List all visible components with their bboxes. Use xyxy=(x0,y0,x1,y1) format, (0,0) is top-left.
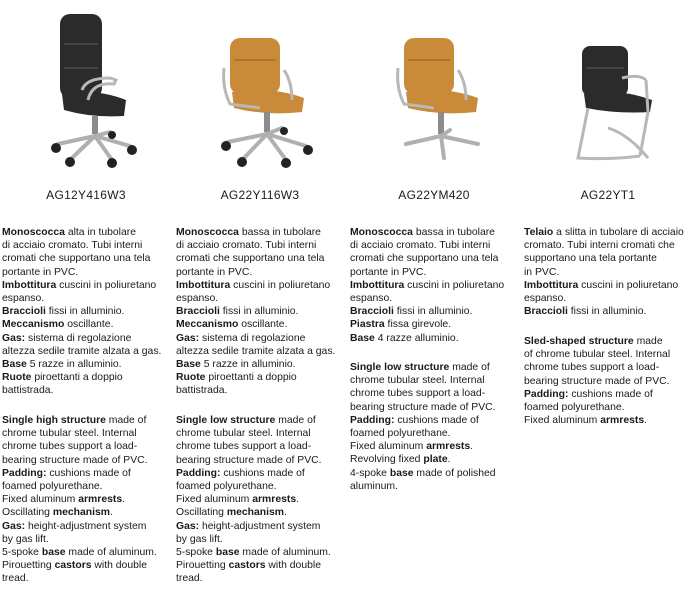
text-run: foamed polyurethane. xyxy=(524,402,625,414)
description-line xyxy=(176,292,344,305)
bold-term: castors xyxy=(228,560,266,572)
description-line xyxy=(176,414,344,427)
text-run: by gas lift. xyxy=(2,533,49,545)
chair-photo-low-back xyxy=(176,8,344,168)
description-line xyxy=(350,252,518,265)
text-run: Pirouetting xyxy=(2,560,55,572)
text-run: sistema di regolazione xyxy=(25,332,132,344)
description-line xyxy=(2,266,170,279)
bold-term: Telaio xyxy=(524,227,554,238)
bold-term: Base xyxy=(350,332,375,344)
text-run: espanso. xyxy=(524,293,567,305)
bold-term: base xyxy=(389,467,414,479)
bold-term: Ruote xyxy=(2,372,32,384)
description-line xyxy=(524,292,687,305)
description-line xyxy=(176,226,344,239)
description-line xyxy=(2,546,170,559)
description-line xyxy=(176,572,344,585)
chair-photo-sled-base xyxy=(524,8,687,168)
bold-term: Gas: xyxy=(176,520,200,532)
text-run: supportano una tela portante xyxy=(524,253,657,265)
chair-seat xyxy=(584,92,652,113)
bold-term: Monoscocca xyxy=(176,227,239,238)
text-run: made of polished xyxy=(413,467,496,479)
text-run: cuscini in poliuretano xyxy=(578,279,679,291)
description-line xyxy=(176,533,344,546)
text-run: battistrada. xyxy=(176,385,228,397)
bold-term: plate xyxy=(423,454,448,466)
bold-term: Imbottitura xyxy=(176,279,231,291)
description-line xyxy=(524,305,687,318)
description-line xyxy=(2,467,170,480)
text-run: altezza sedile tramite alzata a gas. xyxy=(2,345,162,357)
text-run: bearing structure made of PVC. xyxy=(176,454,322,466)
text-run: chrome tubular steel. Internal xyxy=(176,428,311,440)
description-line xyxy=(2,414,170,427)
text-run: made of xyxy=(275,415,316,426)
description-line xyxy=(524,348,687,361)
description-line xyxy=(350,332,518,345)
text-run: . xyxy=(644,415,648,427)
description-line xyxy=(2,427,170,440)
description-line xyxy=(2,559,170,572)
text-run: 5-spoke xyxy=(176,547,216,559)
text-run: bassa in tubolare xyxy=(412,227,495,238)
description-line xyxy=(176,493,344,506)
description-line xyxy=(2,345,170,358)
text-run: portante in PVC. xyxy=(176,266,253,278)
bold-term: Imbottitura xyxy=(524,279,579,291)
description-italian xyxy=(524,226,687,318)
description-line xyxy=(350,480,518,493)
description-line xyxy=(524,266,687,279)
description-line xyxy=(350,292,518,305)
text-run: cuscini in poliuretano xyxy=(56,279,157,291)
text-run: fissa girevole. xyxy=(384,319,452,331)
description-line xyxy=(2,252,170,265)
text-run: cromati che supportano una tela xyxy=(176,253,325,265)
description-line xyxy=(350,467,518,480)
text-run: made of aluminum. xyxy=(65,547,157,559)
description-line xyxy=(2,572,170,585)
text-run: . xyxy=(296,494,300,506)
bold-term: Padding: xyxy=(176,467,221,479)
description-line xyxy=(176,345,344,358)
text-run: 4-spoke xyxy=(350,467,390,479)
chair-backrest xyxy=(230,38,280,94)
text-run: chrome tubes support a load- xyxy=(350,388,486,400)
bold-term: Monoscocca xyxy=(350,227,413,238)
text-run: foamed polyurethane. xyxy=(350,428,451,440)
description-line xyxy=(350,374,518,387)
bold-term: castors xyxy=(54,560,92,572)
text-run: of chrome tubular steel. Internal xyxy=(524,349,671,361)
chair-seat xyxy=(62,92,126,116)
bold-term: mechanism xyxy=(226,507,285,519)
description-line xyxy=(350,401,518,414)
text-run: piroettanti a doppio xyxy=(205,372,297,384)
text-run: battistrada. xyxy=(2,385,54,397)
description-line xyxy=(524,361,687,374)
text-run: espanso. xyxy=(350,293,393,305)
description-line xyxy=(176,239,344,252)
description-line xyxy=(2,318,170,331)
description-line xyxy=(176,467,344,480)
description-line xyxy=(350,239,518,252)
text-run: Revolving fixed xyxy=(350,454,424,466)
description-line xyxy=(2,533,170,546)
description-line xyxy=(176,252,344,265)
description-line xyxy=(2,279,170,292)
text-run: cushions made of xyxy=(220,467,305,479)
bold-term: Ruote xyxy=(176,372,206,384)
text-run: bearing structure made of PVC. xyxy=(2,454,148,466)
description-line xyxy=(176,266,344,279)
text-run: . xyxy=(470,441,474,453)
description-line xyxy=(176,440,344,453)
bold-term: Base xyxy=(176,359,201,371)
text-run: portante in PVC. xyxy=(350,266,427,278)
text-run: piroettanti a doppio xyxy=(31,372,123,384)
description-line xyxy=(350,427,518,440)
text-run: height-adjustment system xyxy=(25,520,147,532)
text-run: bassa in tubolare xyxy=(238,227,321,238)
text-run: 4 razze alluminio. xyxy=(374,332,459,344)
bold-term: Base xyxy=(2,359,27,371)
description-line xyxy=(176,384,344,397)
text-run: cushions made of xyxy=(394,414,479,426)
text-run: portante in PVC. xyxy=(2,266,79,278)
product-code: AG22Y116W3 xyxy=(220,188,300,202)
text-run: made of xyxy=(105,415,147,426)
text-run: . xyxy=(284,507,287,519)
description-line xyxy=(2,493,170,506)
text-run: espanso. xyxy=(2,293,45,305)
description-line xyxy=(176,371,344,384)
chair-backrest xyxy=(60,14,102,98)
description-line xyxy=(176,305,344,318)
bold-term: Padding: xyxy=(524,388,569,400)
description-line xyxy=(350,279,518,292)
text-run: fissi in alluminio. xyxy=(45,306,125,318)
description-line xyxy=(524,226,687,239)
text-run: di acciaio cromato. Tubi interni xyxy=(2,240,143,252)
description-line xyxy=(350,266,518,279)
description-line xyxy=(2,305,170,318)
text-run: di acciaio cromato. Tubi interni xyxy=(176,240,317,252)
bold-term: Single low structure xyxy=(176,415,276,426)
text-run: Oscillating xyxy=(176,507,227,519)
description-line xyxy=(2,292,170,305)
bold-term: armrests xyxy=(600,415,645,427)
text-run: 5-spoke xyxy=(2,547,42,559)
bold-term: Braccioli xyxy=(2,306,46,318)
description-line xyxy=(524,335,687,348)
chair-photo-4-spoke xyxy=(350,8,518,168)
description-line xyxy=(2,520,170,533)
bold-term: Padding: xyxy=(350,414,395,426)
chair-photo-high-back xyxy=(2,8,170,168)
description-line xyxy=(176,520,344,533)
description-english xyxy=(2,414,170,586)
description-line xyxy=(524,414,687,427)
text-run: oscillante. xyxy=(64,319,114,331)
text-run: sistema di regolazione xyxy=(199,332,306,344)
bold-term: base xyxy=(215,547,240,559)
chair-backrest xyxy=(404,38,454,94)
bold-term: Gas: xyxy=(176,332,200,344)
text-run: . xyxy=(122,494,126,506)
description-line xyxy=(350,453,518,466)
text-run: chrome tubes support a load- xyxy=(176,441,312,453)
description-line xyxy=(176,454,344,467)
text-run: made of xyxy=(449,362,490,373)
bold-term: Single high structure xyxy=(2,415,106,426)
bold-term: Single low structure xyxy=(350,362,450,373)
description-italian xyxy=(176,226,344,398)
description-line xyxy=(176,546,344,559)
text-run: Fixed aluminum xyxy=(350,441,427,453)
product-code: AG12Y416W3 xyxy=(46,188,126,202)
description-line xyxy=(524,252,687,265)
bold-term: Piastra xyxy=(350,319,385,331)
product-code: AG22YT1 xyxy=(580,188,636,202)
bold-term: armrests xyxy=(426,441,471,453)
description-line xyxy=(350,305,518,318)
description-line xyxy=(2,239,170,252)
text-run: . xyxy=(447,454,451,466)
description-line xyxy=(350,226,518,239)
text-run: made of aluminum. xyxy=(239,547,331,559)
description-english xyxy=(176,414,344,586)
text-run: foamed polyurethane. xyxy=(2,481,103,493)
text-run: bearing structure made of PVC. xyxy=(350,401,496,413)
text-run: di acciaio cromato. Tubi interni xyxy=(350,240,491,252)
description-line xyxy=(2,384,170,397)
text-run: espanso. xyxy=(176,293,219,305)
description-line xyxy=(176,279,344,292)
text-run: altezza sedile tramite alzata a gas. xyxy=(176,345,336,357)
description-line xyxy=(176,480,344,493)
description-line xyxy=(350,387,518,400)
text-run: 5 razze in alluminio. xyxy=(26,359,122,371)
description-line xyxy=(176,427,344,440)
text-run: tread. xyxy=(176,573,203,585)
description-line xyxy=(2,440,170,453)
description-line xyxy=(350,361,518,374)
text-run: a slitta in tubolare di acciaio xyxy=(553,227,684,238)
text-run: chrome tubular steel. Internal xyxy=(2,428,137,440)
description-line xyxy=(350,318,518,331)
bold-term: Padding: xyxy=(2,467,47,479)
bold-term: Sled-shaped structure xyxy=(524,336,634,347)
text-run: chrome tubular steel. Internal xyxy=(350,375,485,387)
bold-term: Monoscocca xyxy=(2,227,65,238)
text-run: oscillante. xyxy=(238,319,288,331)
bold-term: base xyxy=(41,547,66,559)
product-code: AG22YM420 xyxy=(398,188,470,202)
text-run: cushions made of xyxy=(46,467,131,479)
description-line xyxy=(524,239,687,252)
description-line xyxy=(2,226,170,239)
description-line xyxy=(524,279,687,292)
bold-term: armrests xyxy=(252,494,297,506)
text-run: by gas lift. xyxy=(176,533,223,545)
description-line xyxy=(2,480,170,493)
bold-term: Meccanismo xyxy=(176,319,239,331)
text-run: 5 razze in alluminio. xyxy=(200,359,296,371)
description-english xyxy=(350,361,518,493)
description-line xyxy=(350,440,518,453)
text-run: cromati che supportano una tela xyxy=(350,253,499,265)
description-italian xyxy=(350,226,518,345)
text-run: cuscini in poliuretano xyxy=(404,279,505,291)
text-run: Pirouetting xyxy=(176,560,229,572)
description-line xyxy=(2,371,170,384)
text-run: Fixed aluminum xyxy=(176,494,253,506)
bold-term: Imbottitura xyxy=(350,279,405,291)
text-run: in PVC. xyxy=(524,266,560,278)
description-line xyxy=(176,318,344,331)
text-run: alta in tubolare xyxy=(64,227,136,238)
text-run: aluminum. xyxy=(350,480,398,492)
text-run: cuscini in poliuretano xyxy=(230,279,331,291)
description-line xyxy=(176,559,344,572)
description-english xyxy=(524,335,687,427)
description-line xyxy=(350,414,518,427)
text-run: Oscillating xyxy=(2,507,53,519)
text-run: with double xyxy=(91,560,147,572)
text-run: chrome tubes support a load- xyxy=(2,441,138,453)
text-run: chrome tubes support a load- xyxy=(524,362,660,374)
text-run: tread. xyxy=(2,573,29,585)
text-run: cromati che supportano una tela xyxy=(2,253,151,265)
description-line xyxy=(2,454,170,467)
description-line xyxy=(524,375,687,388)
bold-term: armrests xyxy=(78,494,123,506)
bold-term: Braccioli xyxy=(350,306,394,318)
text-run: made xyxy=(633,336,663,347)
text-run: cromato. Tubi interni cromati che xyxy=(524,240,675,252)
text-run: fissi in alluminio. xyxy=(219,306,299,318)
description-line xyxy=(176,506,344,519)
bold-term: Braccioli xyxy=(524,306,568,318)
description-line xyxy=(2,358,170,371)
bold-term: mechanism xyxy=(52,507,111,519)
description-italian xyxy=(2,226,170,398)
description-line xyxy=(2,332,170,345)
text-run: cushions made of xyxy=(568,388,653,400)
text-run: foamed polyurethane. xyxy=(176,481,277,493)
description-line xyxy=(524,388,687,401)
text-run: . xyxy=(110,507,113,519)
description-line xyxy=(176,358,344,371)
bold-term: Braccioli xyxy=(176,306,220,318)
text-run: fissi in alluminio. xyxy=(567,306,647,318)
bold-term: Gas: xyxy=(2,332,26,344)
chair-backrest xyxy=(582,46,628,96)
bold-term: Gas: xyxy=(2,520,26,532)
text-run: Fixed aluminum xyxy=(2,494,79,506)
bold-term: Imbottitura xyxy=(2,279,57,291)
text-run: bearing structure made of PVC. xyxy=(524,375,670,387)
description-line xyxy=(176,332,344,345)
description-line xyxy=(2,506,170,519)
text-run: Fixed aluminum xyxy=(524,415,601,427)
text-run: with double xyxy=(265,560,321,572)
bold-term: Meccanismo xyxy=(2,319,65,331)
text-run: fissi in alluminio. xyxy=(393,306,473,318)
text-run: height-adjustment system xyxy=(199,520,321,532)
description-line xyxy=(524,401,687,414)
